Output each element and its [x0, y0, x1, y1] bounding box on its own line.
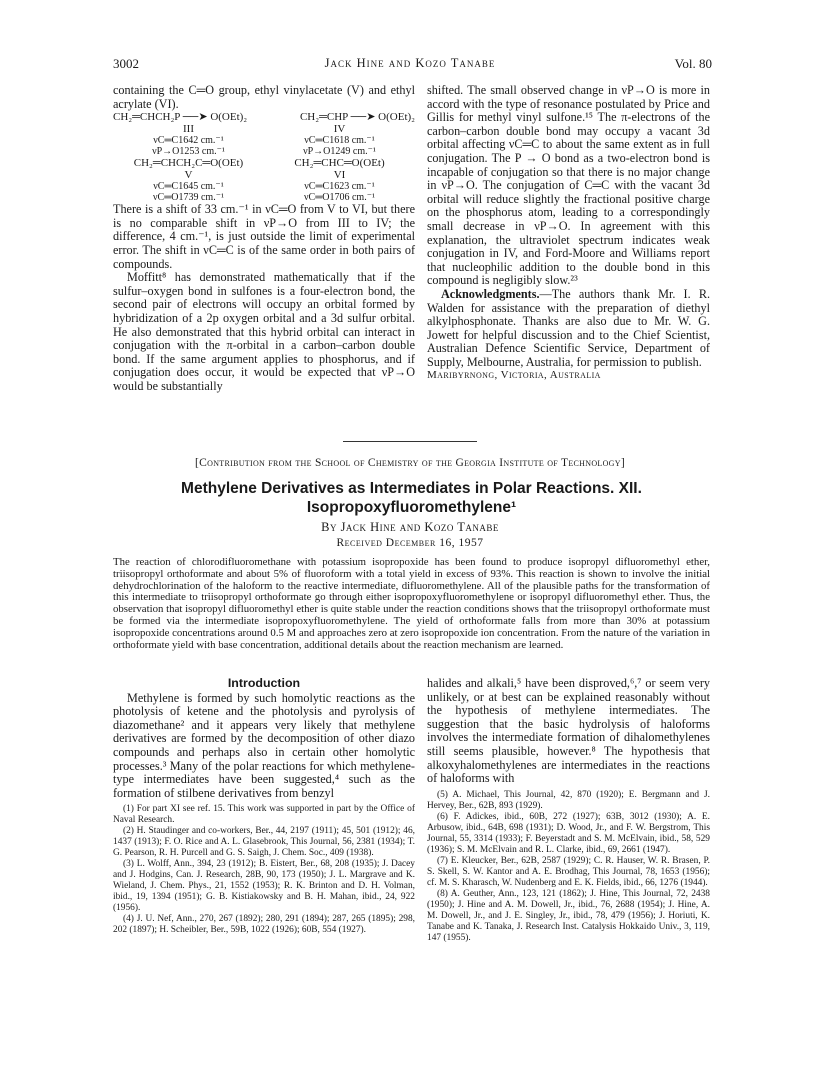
- freq-IV-po: νP→O1249 cm.⁻¹: [303, 146, 376, 158]
- right-column: [427, 84, 710, 383]
- footnote: (4) J. U. Nef, Ann., 270, 267 (1892); 280, 291 (1894); 287, 265 (1895); 298, 202 (1897); H. Scheibler, Ber., 59B, 1022 (1926); 60B, 554 (1927).: [113, 914, 415, 936]
- ack-heading: Acknowledgments.: [441, 286, 540, 301]
- footnote: (6) F. Adickes, ibid., 60B, 272 (1927); 63B, 3012 (1930); A. E. Arbusow, ibid., 64B, 698 (1931); D. Wood, Jr., and F. W. Bergstrom, This Journal, 55, 3314 (1933); F. Beyerstadt and S. M. McElvain, ibid., 58, 529 (1936); S. M. McElvain and R. L. Clarke, ibid., 69, 2661 (1947).: [427, 811, 710, 855]
- freq-VI-cc: νC═C1623 cm.⁻¹: [304, 181, 375, 193]
- footnote: (7) E. Kleucker, Ber., 62B, 2587 (1929); C. R. Hauser, W. R. Brasen, P. S. Skell, S. W. Kantor and A. E. Brodhag, This Journal, 78, 1653 (1956); cf. M. S. Kharasch, W. Nudenberg and E. K. Fields, ibid., 66, 1276 (1944).: [427, 855, 710, 888]
- reaction-V: CH₂═CHCH₂C═O(OEt): [133, 157, 244, 170]
- received-date: Received December 16, 1957: [336, 537, 484, 549]
- freq-III-cc: νC═C1642 cm.⁻¹: [153, 135, 224, 147]
- footnotes-right: [427, 790, 710, 944]
- article-title: Methylene Derivatives as Intermediates in Polar Reactions. XII. Isopropoxyfluoromethylene¹: [181, 480, 642, 516]
- intro-right-column: [427, 677, 710, 944]
- article-authors: By Jack Hine and Kozo Tanabe: [321, 520, 499, 534]
- place-line: Maribyrnong, Victoria, Australia: [427, 369, 601, 382]
- volume-label: Vol. 80: [674, 56, 712, 71]
- left-intro-text: containing the C═O group, ethyl vinylacetate (V) and ethyl acrylate (VI).: [113, 83, 415, 111]
- reaction-IV: CH₂═CHP ──➤ O(OEt)₂: [299, 111, 415, 124]
- abstract: The reaction of chlorodifluoromethane with potassium isopropoxide has been found to produce isopropyl difluoromethyl ether, triisopropyl orthoformate and about 5% of fluoroform with a total yield in excess of 93%. This reaction is shown to involve the initial dehydrochlorination of the haloform to the reactive intermediate, difluoromethylene. All of the plausible paths for the transformation of this intermediate to triisopropyl orthoformate go through either isopropoxyfluoromethylene or isopropyl difluoromethyl ether. Thus, the observation that isopropyl difluoromethyl ether is quite stable under the reaction conditions shows that the triisopropyl orthoformate must be formed via the intermediate isopropoxyfluoromethylene. The yield of orthoformate falls from more than 30% at potassium isopropoxide concentrations around 0.5 M and approaches zero at zero isopropoxide ion concentration. From the nature of the variation in orthoformate yield with base concentration, additional details about the reaction mechanism are learned.: [113, 556, 710, 651]
- reaction-VI: CH₂═CHC═O(OEt): [294, 157, 385, 170]
- label-III: III: [183, 123, 194, 136]
- left-paragraph-1: There is a shift of 33 cm.⁻¹ in νC═O from V to VI, but there is no comparable shift in νP→O from III to IV; the difference, 4 cm.⁻¹, is just outside the limit of experimental error. The shift in νC═C is of the same order in both pairs of compounds.: [113, 202, 415, 271]
- ack-text: —The authors thank Mr. I. R. Walden for assistance with the preparation of diethyl alkylphosphonate. Thanks are also due to Mr. W. G. Jowett for helpful discussion and to the Chief Scientist, Australian Defence Scientific Service, Department of Supply, Melbourne, Australia, for permission to publish.: [427, 286, 710, 369]
- section-heading: Introduction: [227, 676, 301, 690]
- intro-paragraph-left: Methylene is formed by such homolytic reactions as the photolysis of ketene and the photolysis and pyrolysis of diazomethane² and it appears very likely that methylene derivatives are formed by the decomposition of other diazo compounds and perhaps also in certain other homolytic processes.³ Many of the polar reactions for which methylene-type intermediates have been suggested,⁴ such as the formation of stilbene derivatives from benzyl: [113, 690, 415, 800]
- right-paragraph-1: shifted. The small observed change in νP→O is more in accord with the type of resonance postulated by Price and Gillis for methyl vinyl sulfone.¹⁵ The π-electrons of the carbon–carbon double bond may occupy a vacant 3d orbital affecting νC═C to about the same extent as in full conjugation. The P → O bond as a two-electron bond is incapable of conjugation so that there is no major change in νP→O. The conjugation of C═C with the vacant 3d orbital will reduce slightly the fractional positive charge on the phosphorus atom, leading to a correspondingly small decrease in νP→O. In agreement with this explanation, the ultraviolet spectrum indicates weak conjugation in IV, and Ford-Moore and Williams report that nucleophilic addition to the double bond in this compound is negligibly slow.²³: [427, 83, 710, 288]
- reaction-scheme: [113, 111, 415, 203]
- freq-VI-co: νC═O1706 cm.⁻¹: [304, 192, 375, 204]
- acknowledgments: [427, 288, 710, 370]
- separator-rule: [343, 441, 477, 442]
- page-number: 3002: [113, 56, 139, 71]
- reaction-III: CH₂═CHCH₂P ──➤ O(OEt)₂: [113, 111, 248, 124]
- freq-V-cc: νC═C1645 cm.⁻¹: [153, 181, 224, 193]
- freq-IV-cc: νC═C1618 cm.⁻¹: [304, 135, 375, 147]
- intro-left-column: [113, 677, 415, 936]
- label-V: V: [184, 169, 193, 182]
- footnote: (2) H. Staudinger and co-workers, Ber., 44, 2197 (1911); 45, 501 (1912); 46, 1437 (1913); F. O. Rice and A. L. Glasebrook, This Journal, 56, 2381 (1934); T. G. Pearson, R. H. Purcell and G. S. Saigh, J. Chem. Soc., 409 (1938).: [113, 826, 415, 859]
- left-paragraph-2: Moffitt⁸ has demonstrated mathematically that if the sulfur–oxygen bond in sulfones is a four-electron bond, the second pair of electrons will occupy an orbital formed by hybridization of a 2p oxygen orbital and a 3d sulfur orbital. He also demonstrated that this hybrid orbital can interact in conjugation with the π-orbital in a carbon–carbon double bond. If the same argument applies to phosphorus, and if conjugation does occur, it would be expected that νP→O would be substantially: [113, 270, 415, 393]
- footnote: (1) For part XI see ref. 15. This work was supported in part by the Office of Naval Research.: [113, 804, 415, 826]
- freq-V-co: νC═O1739 cm.⁻¹: [153, 192, 224, 204]
- left-column: [113, 84, 415, 394]
- footnote: (3) L. Wolff, Ann., 394, 23 (1912); B. Eistert, Ber., 68, 208 (1935); J. Dacey and J. Hodgins, Can. J. Research, 28B, 90, 173 (1950); J. L. Margrave and K. Wieland, J. Chem. Phys., 21, 1552 (1953); R. K. Brinton and D. H. Volman, ibid., 19, 1394 (1951); G. B. Kistiakowsky and B. H. Mahan, ibid., 24, 922 (1956).: [113, 859, 415, 914]
- freq-III-po: νP→O1253 cm.⁻¹: [152, 146, 225, 158]
- intro-paragraph-right: halides and alkali,⁵ have been disproved,⁶,⁷ or seem very unlikely, or at best can be explained reasonably without the hypothesis of methylene intermediates. The suggestion that the basic hydrolysis of haloforms involves the intermediate formation of dihalomethylenes still seems plausible, however.⁸ The hypothesis that alkoxyhalomethylenes are intermediates in the reactions of haloforms with: [427, 676, 710, 786]
- footnotes-left: [113, 804, 415, 936]
- contribution-line: [Contribution from the School of Chemistry of the Georgia Institute of Technology]: [195, 457, 625, 469]
- footnote: (5) A. Michael, This Journal, 42, 870 (1920); E. Bergmann and J. Hervey, Ber., 62B, 893 (1929).: [427, 789, 710, 811]
- label-VI: VI: [333, 169, 346, 182]
- footnote: (8) A. Geuther, Ann., 123, 121 (1862); J. Hine, This Journal, 72, 2438 (1950); J. Hine and A. M. Dowell, Jr., ibid., 76, 2688 (1954); J. Hine, A. M. Dowell, Jr., and J. E. Singley, Jr., ibid., 78, 479 (1956); J. Horiuti, K. Tanabe and K. Tanaka, J. Research Inst. Catalysis Hokkaido Univ., 3, 119, 147 (1955).: [427, 888, 710, 943]
- running-title: Jack Hine and Kozo Tanabe: [324, 56, 496, 70]
- label-IV: IV: [333, 123, 346, 136]
